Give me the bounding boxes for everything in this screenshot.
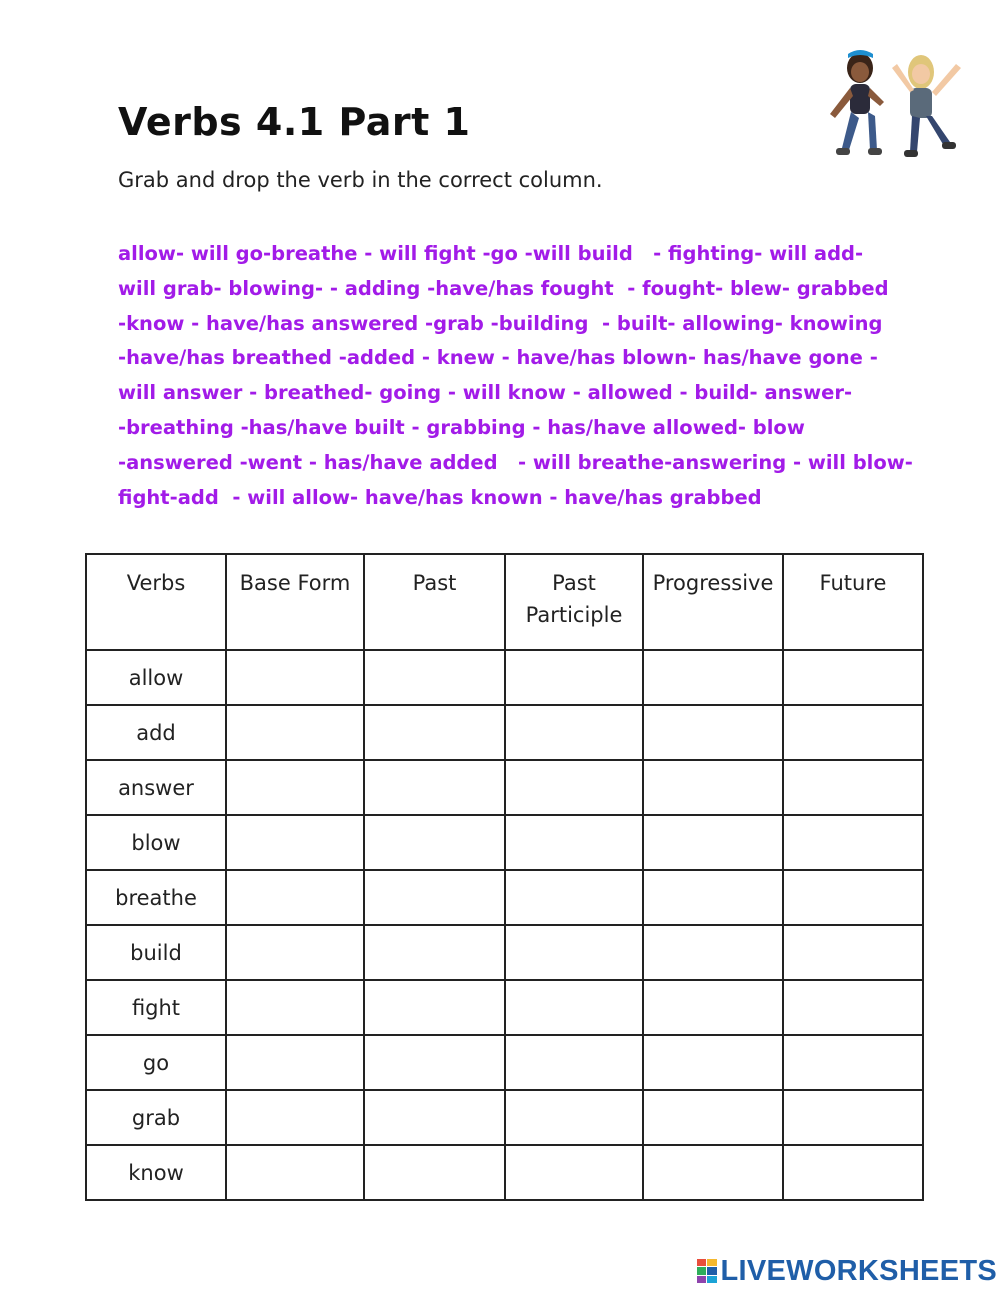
table-row <box>86 815 923 870</box>
logo-brand-text: LIVEWORKSHEETS <box>720 1254 997 1287</box>
drop-zone-past[interactable] <box>364 705 505 760</box>
drop-zone-past-participle[interactable] <box>505 760 643 815</box>
table-row <box>86 870 923 925</box>
liveworksheets-logo[interactable] <box>697 1254 997 1288</box>
drop-zone-future[interactable] <box>783 1090 923 1145</box>
drop-zone-progressive[interactable] <box>643 705 783 760</box>
verb-cell: go <box>86 1035 226 1090</box>
word-bank-line: -answered -went - has/have added - will breathe-answering - will blow- <box>118 450 913 474</box>
header-past-participle: Past Participle <box>505 554 643 650</box>
drop-zone-future[interactable] <box>783 1145 923 1200</box>
character-left-figure <box>830 50 884 155</box>
header-past: Past <box>364 554 505 650</box>
drop-zone-base-form[interactable] <box>226 650 364 705</box>
header-future: Future <box>783 554 923 650</box>
drop-zone-base-form[interactable] <box>226 925 364 980</box>
instruction-text: Grab and drop the verb in the correct column. <box>118 168 603 192</box>
drop-zone-past[interactable] <box>364 760 505 815</box>
verb-cell: fight <box>86 980 226 1035</box>
table-row <box>86 705 923 760</box>
drop-zone-past-participle[interactable] <box>505 705 643 760</box>
verb-cell: grab <box>86 1090 226 1145</box>
drop-zone-future[interactable] <box>783 870 923 925</box>
word-bank-line: -have/has breathed -added - knew - have/has blown- has/have gone - <box>118 346 878 370</box>
drop-zone-past[interactable] <box>364 925 505 980</box>
table-row <box>86 925 923 980</box>
drop-zone-base-form[interactable] <box>226 1145 364 1200</box>
drop-zone-base-form[interactable] <box>226 1090 364 1145</box>
drop-zone-future[interactable] <box>783 705 923 760</box>
drop-zone-progressive[interactable] <box>643 980 783 1035</box>
drop-zone-past[interactable] <box>364 1035 505 1090</box>
drop-zone-future[interactable] <box>783 650 923 705</box>
drop-zone-progressive[interactable] <box>643 760 783 815</box>
drop-zone-base-form[interactable] <box>226 705 364 760</box>
table-header-row <box>86 554 923 650</box>
verb-cell: breathe <box>86 870 226 925</box>
word-bank-line: -know - have/has answered -grab -building - built- allowing- knowing <box>118 311 883 335</box>
logo-blocks-icon <box>697 1259 717 1283</box>
verbs-table <box>85 553 924 1201</box>
word-bank-line: fight-add - will allow- have/has known - have/has grabbed <box>118 485 762 509</box>
drop-zone-future[interactable] <box>783 760 923 815</box>
drop-zone-past-participle[interactable] <box>505 1035 643 1090</box>
characters-illustration <box>818 46 968 170</box>
verb-cell: add <box>86 705 226 760</box>
drop-zone-past-participle[interactable] <box>505 650 643 705</box>
drop-zone-progressive[interactable] <box>643 650 783 705</box>
drop-zone-future[interactable] <box>783 815 923 870</box>
verb-cell: answer <box>86 760 226 815</box>
drop-zone-progressive[interactable] <box>643 925 783 980</box>
drop-zone-progressive[interactable] <box>643 1145 783 1200</box>
word-bank-line: allow- will go-breathe - will fight -go -will build - fighting- will add- <box>118 242 864 265</box>
table-row <box>86 1035 923 1090</box>
drop-zone-past-participle[interactable] <box>505 1145 643 1200</box>
drop-zone-base-form[interactable] <box>226 980 364 1035</box>
drop-zone-base-form[interactable] <box>226 760 364 815</box>
word-bank <box>118 240 918 518</box>
table-row <box>86 980 923 1035</box>
drop-zone-past-participle[interactable] <box>505 1090 643 1145</box>
drop-zone-past[interactable] <box>364 1145 505 1200</box>
drop-zone-base-form[interactable] <box>226 1035 364 1090</box>
drop-zone-past-participle[interactable] <box>505 870 643 925</box>
drop-zone-past-participle[interactable] <box>505 925 643 980</box>
drop-zone-future[interactable] <box>783 925 923 980</box>
word-bank-line: will answer - breathed- going - will know - allowed - build- answer- <box>118 381 853 405</box>
verb-cell: know <box>86 1145 226 1200</box>
drop-zone-progressive[interactable] <box>643 815 783 870</box>
verb-cell: allow <box>86 650 226 705</box>
table-row <box>86 760 923 815</box>
word-bank-line: -breathing -has/have built - grabbing - has/have allowed- blow <box>118 415 805 439</box>
drop-zone-progressive[interactable] <box>643 1090 783 1145</box>
drop-zone-base-form[interactable] <box>226 870 364 925</box>
drop-zone-past[interactable] <box>364 870 505 925</box>
header-base-form: Base Form <box>226 554 364 650</box>
drop-zone-past-participle[interactable] <box>505 980 643 1035</box>
drop-zone-past[interactable] <box>364 815 505 870</box>
header-progressive: Progressive <box>643 554 783 650</box>
drop-zone-progressive[interactable] <box>643 870 783 925</box>
verb-cell: build <box>86 925 226 980</box>
drop-zone-past[interactable] <box>364 1090 505 1145</box>
drop-zone-past[interactable] <box>364 980 505 1035</box>
page-title: Verbs 4.1 Part 1 <box>118 100 471 144</box>
table-row <box>86 1145 923 1200</box>
drop-zone-progressive[interactable] <box>643 1035 783 1090</box>
table-row <box>86 1090 923 1145</box>
table-row <box>86 650 923 705</box>
header-verbs: Verbs <box>86 554 226 650</box>
drop-zone-future[interactable] <box>783 1035 923 1090</box>
character-right-figure <box>892 55 961 157</box>
verb-cell: blow <box>86 815 226 870</box>
drop-zone-past[interactable] <box>364 650 505 705</box>
drop-zone-base-form[interactable] <box>226 815 364 870</box>
drop-zone-past-participle[interactable] <box>505 815 643 870</box>
drop-zone-future[interactable] <box>783 980 923 1035</box>
word-bank-line: will grab- blowing- - adding -have/has fought - fought- blew- grabbed <box>118 276 889 300</box>
